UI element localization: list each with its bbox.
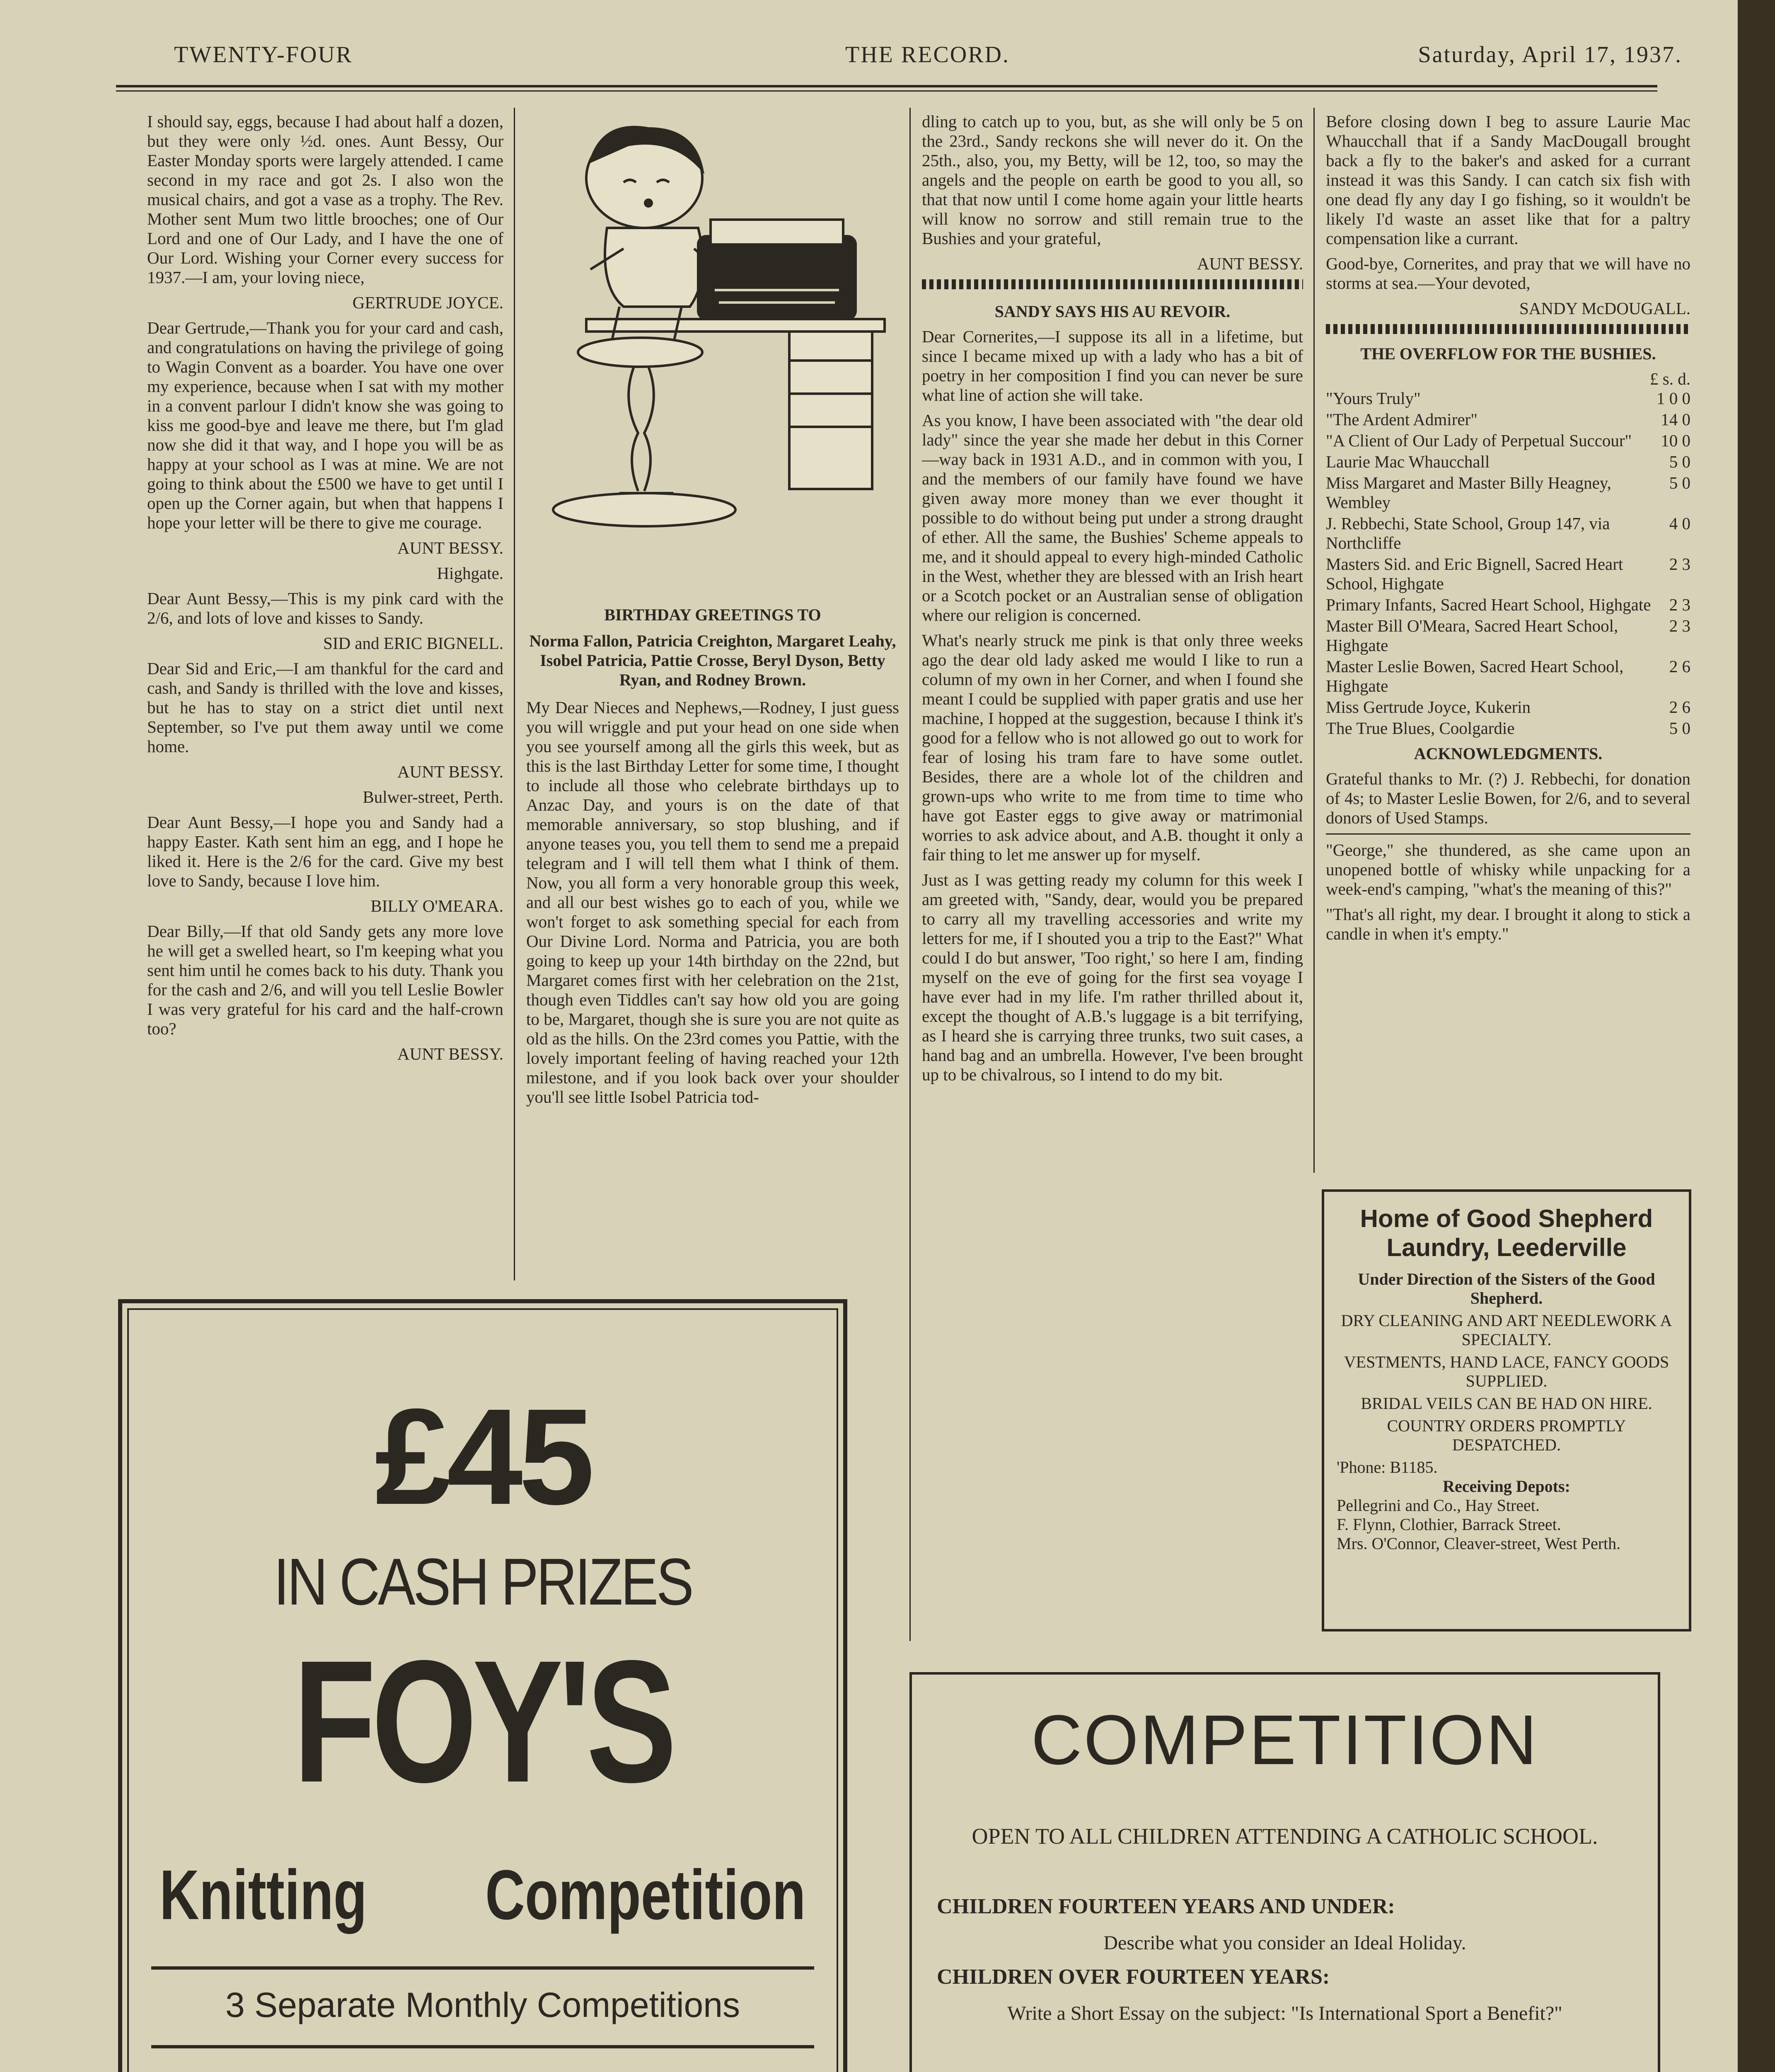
column-divider (1313, 108, 1315, 1173)
ad-competition: Competition (485, 1856, 806, 1934)
column-divider (909, 108, 911, 1641)
reply-bignell: Dear Sid and Eric,—I am thankful for the card and cash, and Sandy is thrilled with the love and kisses, but he has to stay on a strict diet until next September, so I've put them away until we come home. (147, 659, 503, 756)
page-number: TWENTY-FOUR (174, 42, 353, 68)
competition-open: OPEN TO ALL CHILDREN ATTENDING A CATHOLIC SCHOOL. (972, 1824, 1598, 1849)
acknowledgments: Grateful thanks to Mr. (?) J. Rebbechi, for donation of 4s; to Master Leslie Bowen, for 2/6, and to several donors of Used Stamps. (1326, 769, 1690, 827)
birthday-column (526, 605, 899, 1293)
donor-name: Masters Sid. and Eric Bignell, Sacred Heart School, Highgate (1326, 554, 1623, 593)
donor-name: Laurie Mac Whaucchall (1326, 452, 1490, 471)
sandy-column (922, 112, 1303, 1645)
joke-line-1: "George," she thundered, as she came upon an unopened bottle of whisky while unpacking for a week-end's camping, "what's the meaning of this?" (1326, 840, 1690, 898)
donation-amount: 5 0 (1669, 719, 1690, 738)
sandy-title: SANDY SAYS HIS AU REVOIR. (994, 302, 1231, 321)
competition-over-task: Write a Short Essay on the subject: "Is International Sport a Benefit?" (1007, 2002, 1562, 2024)
competition-over: CHILDREN OVER FOURTEEN YEARS: (937, 1965, 1330, 1989)
laundry-line: BRIDAL VEILS CAN BE HAD ON HIRE. (1361, 1394, 1652, 1413)
ornament-divider (1326, 324, 1690, 334)
depot: Pellegrini and Co., Hay Street. (1337, 1496, 1540, 1515)
donation-amount: 10 0 (1661, 431, 1690, 450)
sandy-p4: Just as I was getting ready my column for this week I am greeted with, "Sandy, dear, would you be prepared to carry all my travelling accessories and write my letters for me, if I shouted you a trip to the East?" What could I do but answer, 'Too right,' so here I am, finding myself on the eve of going for the first sea voyage I have ever had in my life. I'm rather thrilled about it, except the thought of A.B.'s luggage is a bit terrifying, as I heard she is carrying three trunks, two suit cases, a hand bag and an umbrella. However, I've been brought up to be chivalrous, so I intend to do my bit. (922, 870, 1303, 1084)
laundry-title: Home of Good Shepherd Laundry, Leederville (1360, 1205, 1653, 1261)
letter-continued: dling to catch up to you, but, as she will only be 5 on the 23rd., Sandy reckons she will never do it. On the 25th., also, you, my Betty, will be 12, too, so may the angels and the people on earth be good to you all, so that that now until I come home again your little hearts will know no sorrow and still remain true to the Bushies and your grateful, (922, 112, 1303, 248)
divider (1326, 833, 1690, 835)
donations-list (1326, 389, 1690, 738)
signature: GERTRUDE JOYCE. (352, 293, 503, 312)
page-spine (1738, 0, 1775, 2072)
donor-name: "Yours Truly" (1326, 389, 1421, 408)
donation-amount: 2 6 (1669, 657, 1690, 676)
letters-column-1 (147, 112, 503, 1301)
birthday-names: Norma Fallon, Patricia Creighton, Margaret Leahy, Isobel Patricia, Pattie Crosse, Beryl Dyson, Betty Ryan, and Rodney Brown. (529, 632, 896, 689)
competition-under-task: Describe what you consider an Ideal Holiday. (1103, 1932, 1466, 1954)
donor-name: Miss Gertrude Joyce, Kukerin (1326, 697, 1531, 716)
birthday-letter: My Dear Nieces and Nephews,—Rodney, I just guess you will wriggle and put your head on one side when you see yourself among all the girls this week, but as this is the last Birthday Letter for some time, I thought to include all those who celebrate birthdays up to Anzac Day, and yours is on the date of that memorable anniversary, so stop blushing, and if anyone teases you, you tell them to send me a prepaid telegram and I will tell them what I think of them. Now, you all form a very honorable group this week, and all our best wishes go to each of you, while we won't forget to ask something special for each from Our Divine Lord. Norma and Patricia, you are both going to keep up your 14th birthday on the 22nd, but Margaret comes first with her celebration on the 21st, though even Tiddles can't say how old you are going to be, Margaret, though she is sure you are not quite as old as the hills. On the 23rd comes you Pattie, with the lovely important feeling of having reached your 12th milestone, and if you look back over your shoulder you'll see little Isobel Patricia tod- (526, 698, 899, 1106)
competition-coupon (909, 1672, 1660, 2072)
letter-location: Highgate. (437, 564, 503, 583)
ad-cash: IN CASH PRIZES (273, 1544, 692, 1619)
laundry-phone: 'Phone: B1185. (1337, 1458, 1438, 1477)
donation-row (1326, 554, 1690, 593)
donor-name: Primary Infants, Sacred Heart School, Highgate (1326, 595, 1651, 614)
ad-rule (151, 1966, 814, 1970)
laundry-line: DRY CLEANING AND ART NEEDLEWORK A SPECIALTY. (1341, 1311, 1672, 1349)
donation-row (1326, 389, 1690, 408)
sandy-p2: As you know, I have been associated with "the dear old lady" since the year she made her debut in this Corner—way back in 1931 A.D., and in common with you, I and the members of our family have found we have given away more money than we ever thought it possible to do without being put under a strong draught of ether. All the same, the Bushies' Scheme appeals to me, and it should appeal to every high-minded Catholic in the West, whether they are blessed with an Irish heart or a Scotch pocket or an Australian sense of obligation where our religion is concerned. (922, 411, 1303, 625)
overflow-column (1326, 112, 1690, 1173)
signature: SID and ERIC BIGNELL. (323, 634, 503, 653)
overflow-title: THE OVERFLOW FOR THE BUSHIES. (1360, 344, 1656, 363)
donation-amount: 14 0 (1661, 410, 1690, 429)
letter-location: Bulwer-street, Perth. (363, 787, 503, 806)
depot: Mrs. O'Connor, Cleaver-street, West Perth. (1337, 1534, 1621, 1553)
donor-name: "The Ardent Admirer" (1326, 410, 1478, 429)
donation-amount: 2 3 (1669, 554, 1690, 574)
sandy-closing-1: Before closing down I beg to assure Laurie Mac Whaucchall that if a Sandy MacDougall brought back a fly to the baker's and asked for a currant instead it was this Sandy. I can catch six fish with one dead fly any day I go fishing, so it wouldn't be likely I'd waste an asset like that for a paltry compensation like a currant. (1326, 112, 1690, 248)
signature: AUNT BESSY. (397, 1044, 503, 1063)
donation-row (1326, 719, 1690, 738)
letter-billy: Dear Aunt Bessy,—I hope you and Sandy had a happy Easter. Kath sent him an egg, and I hope he liked it. Here is the 2/6 for the card. Give my best love to Sandy, because I love him. (147, 813, 503, 890)
laundry-sub: Under Direction of the Sisters of the Good Shepherd. (1358, 1270, 1655, 1307)
column-divider (514, 108, 515, 1280)
donor-name: Miss Margaret and Master Billy Heagney, Wembley (1326, 473, 1611, 512)
typist-child-illustration (524, 112, 897, 564)
joke-line-2: "That's all right, my dear. I brought it along to stick a candle in when it's empty." (1326, 905, 1690, 943)
foys-advert (118, 1299, 847, 2072)
signature: SANDY McDOUGALL. (1519, 299, 1690, 318)
donation-amount: 2 6 (1669, 697, 1690, 716)
donation-amount: 5 0 (1669, 452, 1690, 471)
sandy-closing-2: Good-bye, Cornerites, and pray that we will have no storms at sea.—Your devoted, (1326, 254, 1690, 293)
donation-row (1326, 452, 1690, 472)
header-rule-thin (116, 90, 1657, 92)
page-header (174, 41, 1682, 79)
letter-gertrude: I should say, eggs, because I had about half a dozen, but they were only ½d. ones. Aunt Bessy, Our Easter Monday sports were largely attended. I came second in my race and got 2s. I also won the musical chairs, and got a vase as a trophy. The Rev. Mother sent Mum two little brooches; one of Our Lord and one of Our Lady, and I have the one of Our Lord. Wishing your Corner every success for 1937.—I am, your loving niece, (147, 112, 503, 287)
birthday-title: BIRTHDAY GREETINGS TO (604, 605, 821, 624)
letter-bignell: Dear Aunt Bessy,—This is my pink card with the 2/6, and lots of love and kisses to Sandy. (147, 589, 503, 627)
depot: F. Flynn, Clothier, Barrack Street. (1337, 1515, 1561, 1534)
signature: AUNT BESSY. (397, 762, 503, 781)
ad-knitting: Knitting (160, 1856, 367, 1934)
signature: AUNT BESSY. (1197, 254, 1303, 273)
donor-name: The True Blues, Coolgardie (1326, 719, 1515, 738)
depots-title: Receiving Depots: (1443, 1477, 1570, 1496)
competition-under: CHILDREN FOURTEEN YEARS AND UNDER: (937, 1895, 1395, 1918)
donation-amount: 4 0 (1669, 514, 1690, 533)
donor-name: Master Leslie Bowen, Sacred Heart School, Highgate (1326, 657, 1624, 695)
donation-row (1326, 657, 1690, 696)
issue-date: Saturday, April 17, 1937. (1418, 42, 1682, 68)
signature: AUNT BESSY. (397, 538, 503, 557)
donor-name: "A Client of Our Lady of Perpetual Succour" (1326, 431, 1632, 450)
masthead: THE RECORD. (845, 42, 1010, 68)
reply-gertrude: Dear Gertrude,—Thank you for your card and cash, and congratulations on having the privilege of going to Wagin Convent as a boarder. You have one over my experience, because when I sat with my mother in a convent parlour I didn't know she was going to kiss me good-bye and leave me there, but I'm glad now she did it that way, and I hope you will be as happy at your school as I was at mine. We are not going to think about the £500 we have to get until I open up the Corner again, but when that happens I hope your letter will be there to give me courage. (147, 318, 503, 532)
laundry-line: VESTMENTS, HAND LACE, FANCY GOODS SUPPLIED. (1344, 1353, 1669, 1390)
ack-title: ACKNOWLEDGMENTS. (1414, 744, 1603, 763)
ad-brand: FOY'S (293, 1624, 672, 1819)
donation-amount: 5 0 (1669, 473, 1690, 492)
donation-amount: 1 0 0 (1657, 389, 1690, 408)
ad-separate: 3 Separate Monthly Competitions (225, 1985, 740, 2024)
donation-row (1326, 514, 1690, 553)
reply-billy: Dear Billy,—If that old Sandy gets any more love he will get a swelled heart, so I'm keeping what you sent him until he comes back to his duty. Thank you for the cash and 2/6, and will you tell Leslie Bowler I was very grateful for his card and the half-crown too? (147, 922, 503, 1038)
donor-name: J. Rebbechi, State School, Group 147, via Northcliffe (1326, 514, 1610, 552)
header-rule (116, 85, 1657, 87)
donation-row (1326, 410, 1690, 429)
ad-amount: £45 (375, 1380, 591, 1533)
signature: BILLY O'MEARA. (370, 896, 503, 915)
donation-row (1326, 595, 1690, 615)
sandy-p1: Dear Cornerites,—I suppose its all in a lifetime, but since I became mixed up with a lady who has a bit of poetry in her composition I find you can never be sure what line of action she will take. (922, 327, 1303, 404)
donor-name: Master Bill O'Meara, Sacred Heart School, Highgate (1326, 616, 1618, 655)
currency-header: £ s. d. (1650, 369, 1690, 388)
ad-rule (151, 2045, 814, 2048)
donation-row (1326, 616, 1690, 655)
donation-row (1326, 697, 1690, 717)
sandy-p3: What's nearly struck me pink is that only three weeks ago the dear old lady asked me would I like to run a column of my own in her Corner, and when I found she meant I could be supplied with paper gratis and use her machine, I hopped at the suggestion, because I think it's good for a fellow who is not allowed go out to work for fear of losing his tram fare to have some outlet. Besides, there are a whole lot of the children and grown-ups who write to me from time to time who have got Easter eggs to give away or matrimonial worries to ask advice about, and A.B. thought it only a fair thing to let me answer up for myself. (922, 631, 1303, 864)
laundry-advert (1322, 1189, 1691, 1631)
donation-row (1326, 473, 1690, 512)
donation-amount: 2 3 (1669, 595, 1690, 614)
ornament-divider (922, 279, 1303, 289)
laundry-line: COUNTRY ORDERS PROMPTLY DESPATCHED. (1387, 1416, 1626, 1454)
donation-amount: 2 3 (1669, 616, 1690, 635)
donation-row (1326, 431, 1690, 450)
competition-title: COMPETITION (1031, 1701, 1539, 1779)
